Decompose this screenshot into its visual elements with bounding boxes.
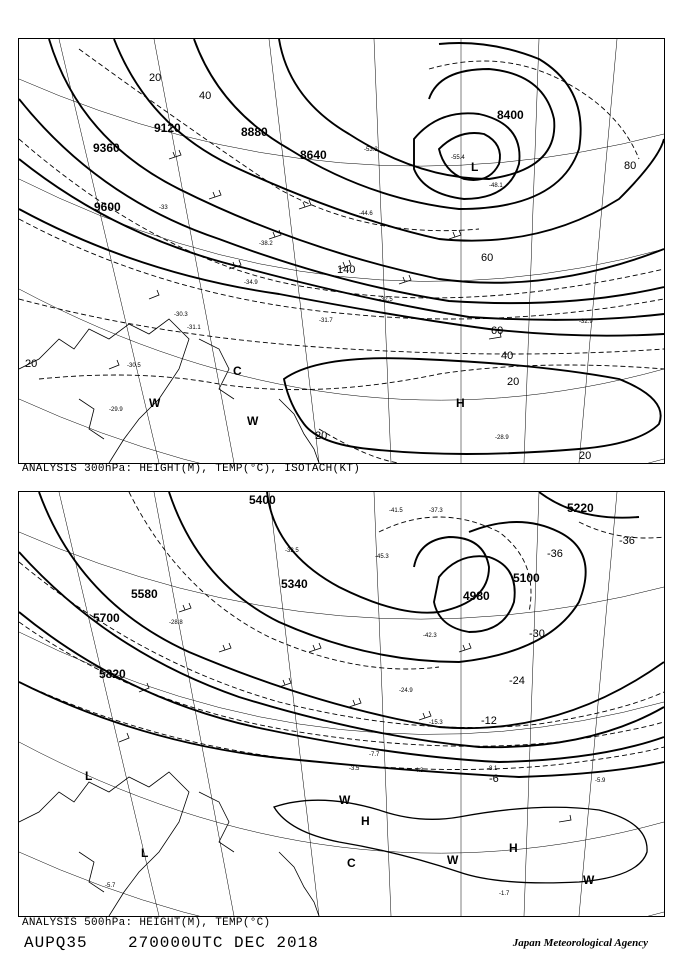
station-value: -32.5 xyxy=(285,548,299,554)
map-500hpa-canvas xyxy=(19,492,664,916)
station-value: -32.5 xyxy=(379,297,393,303)
station-value: -8.1 xyxy=(487,766,498,772)
caption-500hpa: ANALYSIS 500hPa: HEIGHT(M), TEMP(°C) xyxy=(22,917,271,929)
station-value: -29.9 xyxy=(109,407,123,413)
temperature-label: -12 xyxy=(481,715,497,727)
station-value: -45.3 xyxy=(375,554,389,560)
height-label: 8640 xyxy=(300,148,327,162)
low-center: L xyxy=(141,846,149,860)
station-value: -31.1 xyxy=(187,325,201,331)
cold-center: C xyxy=(347,856,356,870)
high-center: H xyxy=(456,396,465,410)
isotach-label: 60 xyxy=(491,325,504,337)
height-label: 8880 xyxy=(241,125,268,139)
isotach-label: 20 xyxy=(25,358,38,370)
station-value: -24.9 xyxy=(399,688,413,694)
graticule-300 xyxy=(19,39,664,463)
warm-center: W xyxy=(339,793,351,807)
low-center: L xyxy=(471,160,479,174)
graticule-500 xyxy=(19,492,664,916)
temperature-label: -30 xyxy=(529,628,545,640)
height-contours-300 xyxy=(19,39,664,336)
isotach-label: 20 xyxy=(579,450,592,462)
station-value: -34.9 xyxy=(244,280,258,286)
height-label: 9120 xyxy=(154,121,181,135)
height-label: 4980 xyxy=(463,589,490,603)
station-value: -5.9 xyxy=(595,778,606,784)
station-value: -44.6 xyxy=(359,211,373,217)
station-value: -30.5 xyxy=(127,363,141,369)
station-value: -55.4 xyxy=(451,155,465,161)
station-value: -33 xyxy=(159,205,168,211)
station-value: -28.8 xyxy=(169,620,183,626)
isotach-label: 40 xyxy=(501,350,514,362)
warm-center: W xyxy=(583,873,595,887)
temperature-label: -24 xyxy=(509,675,525,687)
height-label: 5220 xyxy=(567,501,594,515)
coastline-500 xyxy=(19,772,319,916)
valid-time: 270000UTC DEC 2018 xyxy=(128,934,319,952)
height-label: 5340 xyxy=(281,577,308,591)
low-center: L xyxy=(85,769,93,783)
station-value: -5.7 xyxy=(105,883,116,889)
high-center: H xyxy=(361,814,370,828)
station-value: -38.2 xyxy=(259,241,273,247)
height-label: 5580 xyxy=(131,587,158,601)
isotach-label: 60 xyxy=(481,252,494,264)
closed-contour-south-500 xyxy=(274,800,647,883)
high-center: H xyxy=(509,841,518,855)
caption-300hpa: ANALYSIS 300hPa: HEIGHT(M), TEMP(°C), ISOTACH(KT) xyxy=(22,463,361,475)
height-label: 9600 xyxy=(94,200,121,214)
closed-contour-south xyxy=(284,358,661,454)
height-label: 5700 xyxy=(93,611,120,625)
station-plots-500 xyxy=(105,508,606,897)
analysis-500hpa-map xyxy=(18,491,665,917)
height-label: 5820 xyxy=(99,667,126,681)
temperature-label: -36 xyxy=(619,535,635,547)
coastline-300 xyxy=(19,319,319,463)
station-value: -53.3 xyxy=(364,147,378,153)
height-contours-500 xyxy=(19,492,664,777)
temperature-label: -36 xyxy=(547,548,563,560)
station-value: -28.9 xyxy=(495,435,509,441)
height-label: 8400 xyxy=(497,108,524,122)
station-value: -3.5 xyxy=(349,766,360,772)
isotach-label: 40 xyxy=(199,90,212,102)
station-value: -31.7 xyxy=(319,318,333,324)
height-label: 9360 xyxy=(93,141,120,155)
warm-center: W xyxy=(247,414,259,428)
isotach-label: 20 xyxy=(507,376,520,388)
station-value: -7.7 xyxy=(369,752,380,758)
station-value: -15.3 xyxy=(429,720,443,726)
wind-barbs-500 xyxy=(119,603,571,822)
isotach-label: 140 xyxy=(337,264,356,276)
station-value: -37.3 xyxy=(429,508,443,514)
analysis-300hpa-map xyxy=(18,38,665,464)
height-label: 5100 xyxy=(513,571,540,585)
station-value: -42.3 xyxy=(423,633,437,639)
isotach-label: 80 xyxy=(624,160,637,172)
warm-center: W xyxy=(149,396,161,410)
station-value: -1.7 xyxy=(499,891,510,897)
pressure-centers-500 xyxy=(85,769,595,887)
station-value: -4.3 xyxy=(413,768,424,774)
warm-center: W xyxy=(447,853,459,867)
station-value: -30.3 xyxy=(174,312,188,318)
station-value: -48.1 xyxy=(489,183,503,189)
height-label: 5400 xyxy=(249,493,276,507)
cold-center: C xyxy=(233,364,242,378)
agency-name: Japan Meteorological Agency xyxy=(512,937,648,949)
temperature-contours-500 xyxy=(19,492,664,770)
station-value: -32.9 xyxy=(579,319,593,325)
isotach-label: 20 xyxy=(149,72,162,84)
chart-code: AUPQ35 xyxy=(24,934,88,952)
station-value: -41.5 xyxy=(389,508,403,514)
map-300hpa-canvas xyxy=(19,39,664,463)
isotach-label: 20 xyxy=(315,430,328,442)
isotachs-300 xyxy=(19,49,664,463)
isotach-labels-300 xyxy=(25,72,636,462)
temperature-label: -6 xyxy=(489,773,499,785)
